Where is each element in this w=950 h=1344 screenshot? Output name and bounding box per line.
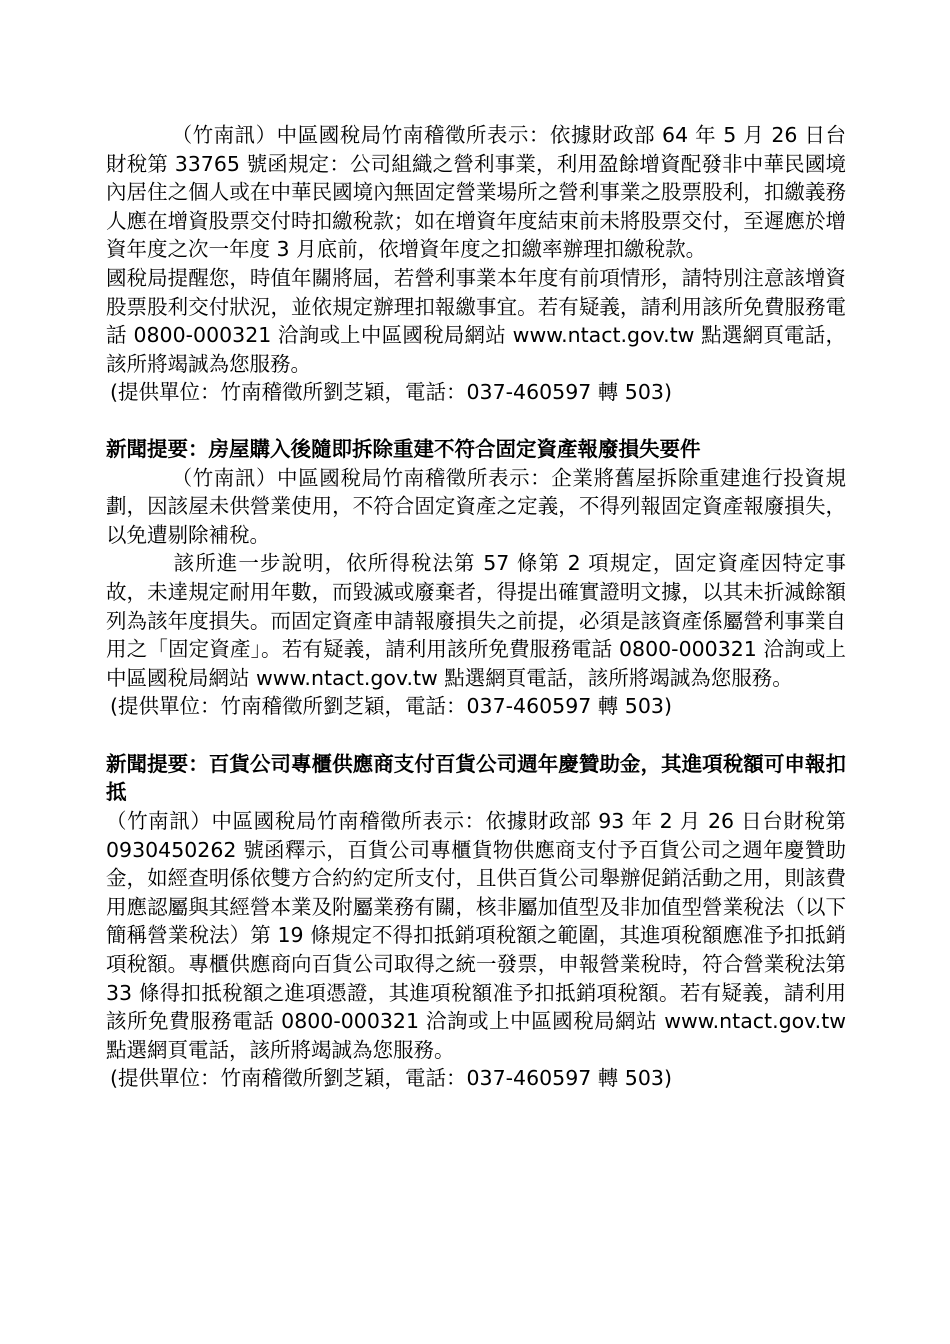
article-divider-space xyxy=(106,721,846,750)
article-1-source: (提供單位：竹南稽徵所劉芝穎，電話：037-460597 轉 503) xyxy=(110,380,672,405)
article-1-paragraph-1: （竹南訊）中區國稅局竹南稽徵所表示：依據財政部 64 年 5 月 26 日台財稅第 33765 號函規定：公司組織之營利事業，利用盈餘增資配發非中華民國境內居住之個人或在中華民國境內無固定營業場所之營利事業之股票股利，扣繳義務人應在增資股票交付時扣繳稅款；如在增資年度結束前未將股票交付，至遲應於增資年度之次一年度 3 月底前，依增資年度之扣繳率辦理扣繳稅款。 xyxy=(106,123,846,262)
news-article-2 xyxy=(106,435,846,721)
article-divider-space xyxy=(106,407,846,435)
news-article-1 xyxy=(106,121,846,407)
article-3-headline: 新聞提要：百貨公司專櫃供應商支付百貨公司週年慶贊助金，其進項稅額可申報扣抵 xyxy=(106,751,846,805)
news-article-3 xyxy=(106,750,846,1093)
article-3-source: (提供單位：竹南稽徵所劉芝穎，電話：037-460597 轉 503) xyxy=(110,1066,672,1091)
article-2-paragraph-1: （竹南訊）中區國稅局竹南稽徵所表示：企業將舊屋拆除重建進行投資規劃，因該屋未供營業使用，不符合固定資產之定義，不得列報固定資產報廢損失，以免遭剔除補稅。 xyxy=(106,465,846,547)
article-2-source: (提供單位：竹南稽徵所劉芝穎，電話：037-460597 轉 503) xyxy=(110,694,672,719)
article-2-paragraph-2: 該所進一步說明，依所得稅法第 57 條第 2 項規定，固定資產因特定事故，未達規定耐用年數，而毀滅或廢棄者，得提出確實證明文據，以其未折減餘額列為該年度損失。而固定資產申請報廢損失之前提，必須是該資產係屬營利事業自用之「固定資產」。若有疑義，請利用該所免費服務電話 0800-000321 洽詢或上中區國稅局網站 www.ntact.gov.tw 點選網頁電話，該所將竭誠為您服務。 xyxy=(106,551,846,690)
article-3-paragraph-1: （竹南訊）中區國稅局竹南稽徵所表示：依據財政部 93 年 2 月 26 日台財稅第 0930450262 號函釋示，百貨公司專櫃貨物供應商支付予百貨公司之週年慶贊助金，如經查明係依雙方合約約定所支付，且供百貨公司舉辦促銷活動之用，則該費用應認屬與其經營本業及附屬業務有關，核非屬加值型及非加值型營業稅法（以下簡稱營業稅法）第 19 條規定不得扣抵銷項稅額之範圍，其進項稅額應准予扣抵銷項稅額。專櫃供應商向百貨公司取得之統一發票，申報營業稅時，符合營業稅法第 33 條得扣抵稅額之進項憑證，其進項稅額准予扣抵銷項稅額。若有疑義，請利用該所免費服務電話 0800-000321 洽詢或上中區國稅局網站 www.ntact.gov.tw 點選網頁電話，該所將竭誠為您服務。 xyxy=(106,809,846,1062)
article-1-paragraph-2: 國稅局提醒您，時值年關將屆，若營利事業本年度有前項情形，請特別注意該增資股票股利交付狀況，並依規定辦理扣報繳事宜。若有疑義，請利用該所免費服務電話 0800-000321 洽詢或上中區國稅局網站 www.ntact.gov.tw 點選網頁電話，該所將竭誠為您服務。 xyxy=(106,265,846,376)
document-page xyxy=(106,121,846,1093)
article-2-headline: 新聞提要：房屋購入後隨即拆除重建不符合固定資產報廢損失要件 xyxy=(106,436,701,461)
